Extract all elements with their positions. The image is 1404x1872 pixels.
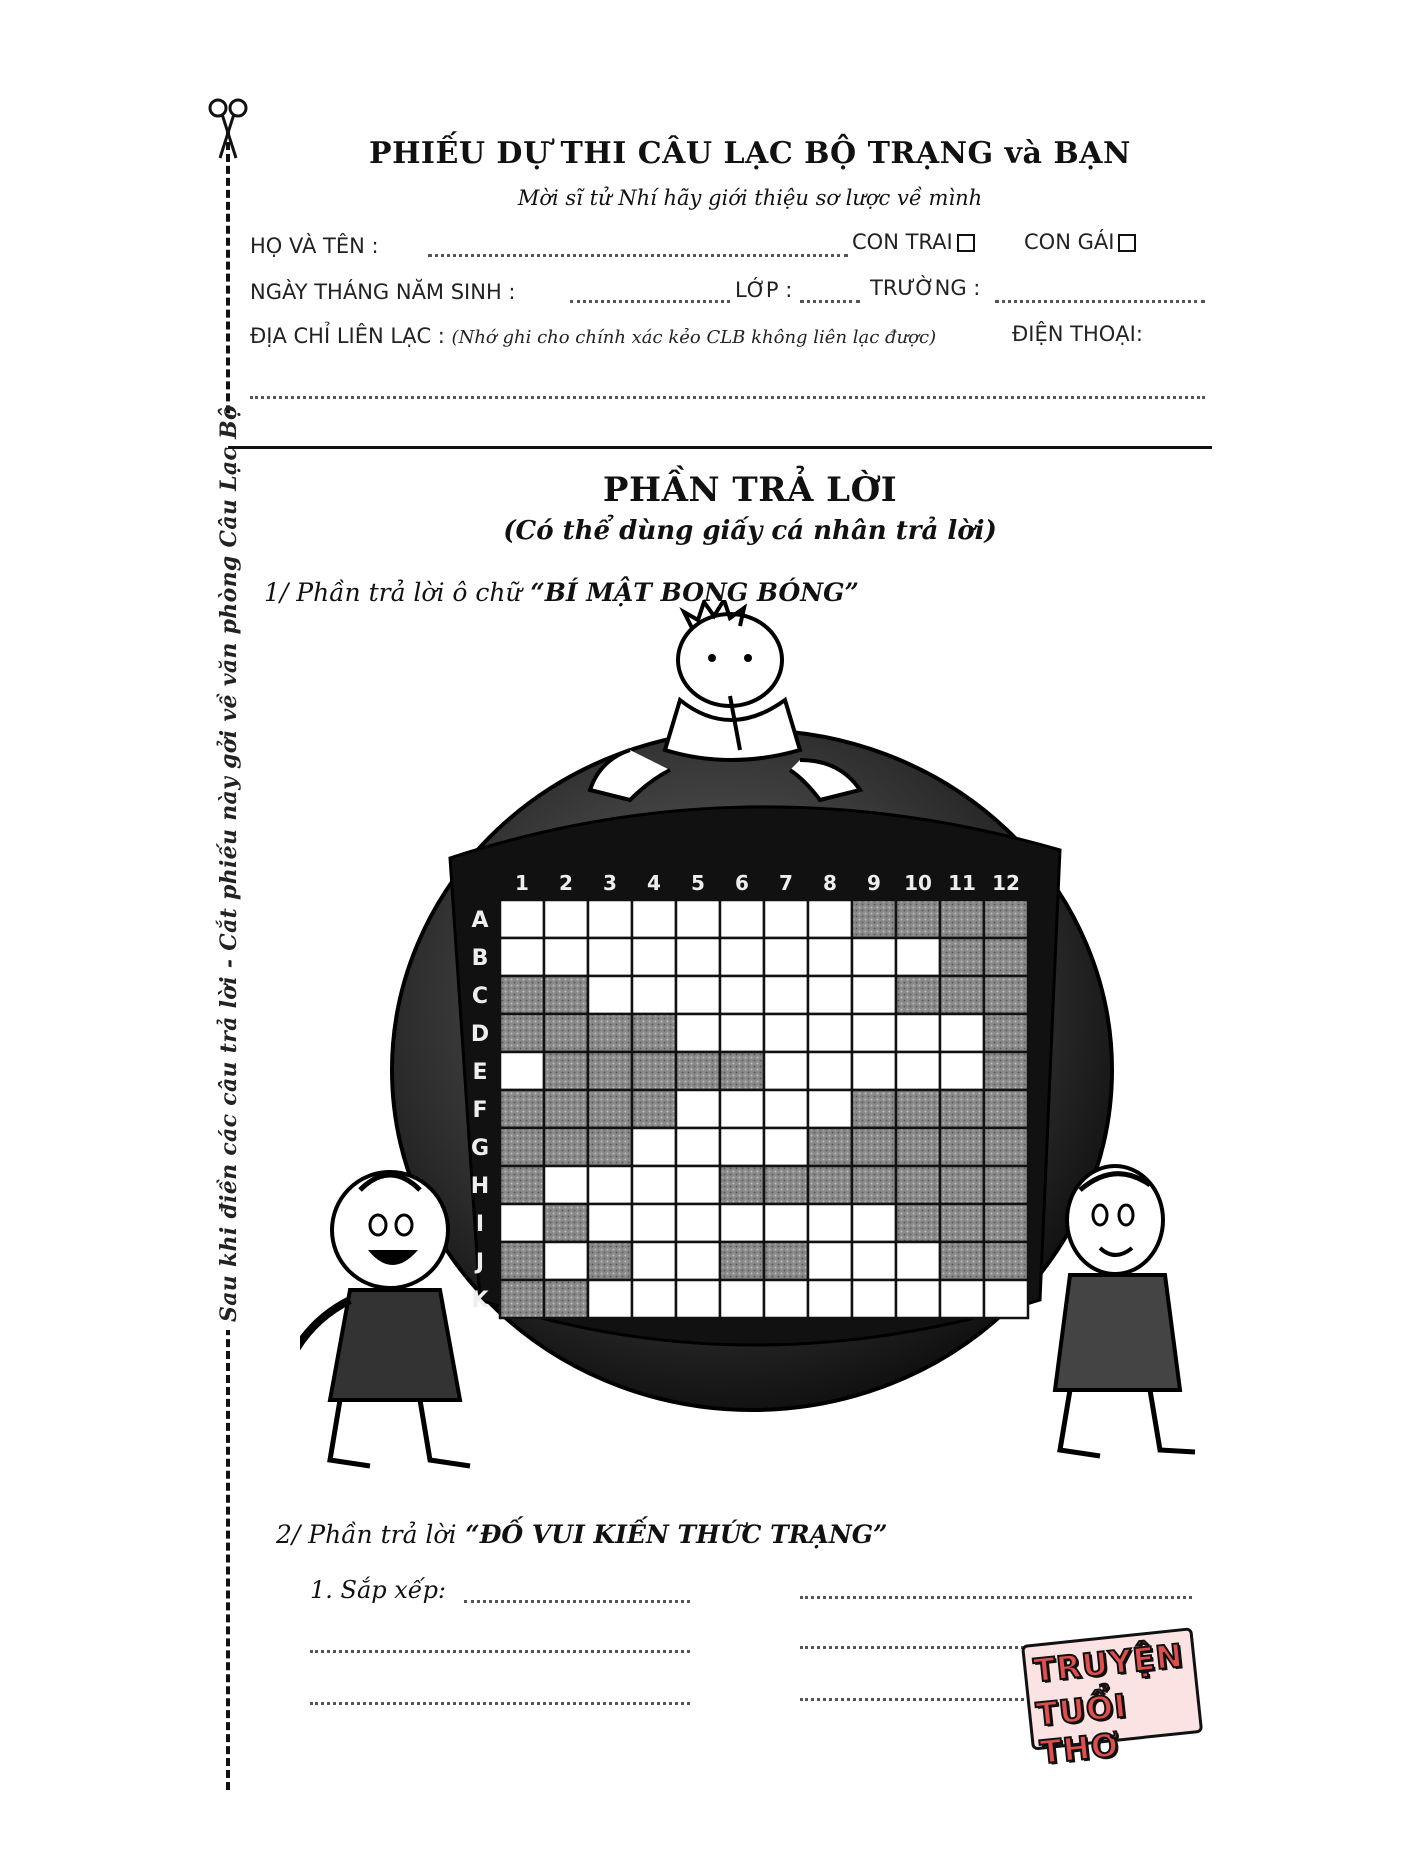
crossword-cell[interactable] bbox=[940, 1128, 984, 1166]
crossword-cell[interactable] bbox=[940, 1204, 984, 1242]
crossword-cell[interactable] bbox=[632, 1128, 676, 1166]
crossword-cell[interactable] bbox=[764, 1242, 808, 1280]
crossword-cell[interactable] bbox=[764, 938, 808, 976]
crossword-cell[interactable] bbox=[808, 976, 852, 1014]
crossword-cell[interactable] bbox=[632, 976, 676, 1014]
question-2-heading bbox=[276, 1520, 888, 1549]
crossword-cell[interactable] bbox=[588, 900, 632, 938]
answer-line[interactable] bbox=[310, 1702, 690, 1705]
crossword-cell[interactable] bbox=[588, 938, 632, 976]
column-number: 9 bbox=[867, 871, 881, 895]
cut-instruction: Sau khi điền các câu trả lời - Cắt phiếu này gởi về văn phòng Câu Lạc Bộ bbox=[216, 414, 242, 1330]
crossword-cell[interactable] bbox=[984, 1128, 1028, 1166]
crossword-cell[interactable] bbox=[896, 1204, 940, 1242]
crossword-cell[interactable] bbox=[984, 1052, 1028, 1090]
crossword-cell[interactable] bbox=[852, 900, 896, 938]
crossword-cell[interactable] bbox=[632, 1204, 676, 1242]
address-row bbox=[250, 324, 936, 348]
crossword-cell[interactable] bbox=[808, 1052, 852, 1090]
crossword-cell[interactable] bbox=[544, 1242, 588, 1280]
phone-label: ĐIỆN THOẠI: bbox=[1012, 322, 1143, 346]
column-number: 5 bbox=[691, 871, 705, 895]
address-field[interactable] bbox=[250, 396, 1205, 399]
logo-line-1: TRUYỆN bbox=[1031, 1636, 1186, 1690]
crossword-cell[interactable] bbox=[676, 1052, 720, 1090]
question-2-prefix: 2/ Phần trả lời bbox=[276, 1520, 457, 1549]
truyen-tuoi-tho-logo bbox=[1021, 1627, 1201, 1772]
crossword-cell[interactable] bbox=[720, 1052, 764, 1090]
crossword-cell[interactable] bbox=[720, 1280, 764, 1318]
crossword-cell[interactable] bbox=[984, 900, 1028, 938]
crossword-cell[interactable] bbox=[940, 1280, 984, 1318]
column-number: 8 bbox=[823, 871, 837, 895]
crossword-cell[interactable] bbox=[588, 1128, 632, 1166]
row-letter: A bbox=[471, 908, 489, 933]
crossword-cell[interactable] bbox=[852, 1014, 896, 1052]
crossword-cell[interactable] bbox=[940, 1166, 984, 1204]
crossword-cell[interactable] bbox=[852, 1280, 896, 1318]
crossword-cell[interactable] bbox=[808, 1090, 852, 1128]
crossword-cell[interactable] bbox=[940, 900, 984, 938]
row-letter: H bbox=[470, 1174, 490, 1199]
row-letter: E bbox=[472, 1060, 488, 1085]
crossword-cell[interactable] bbox=[588, 976, 632, 1014]
column-number: 10 bbox=[904, 871, 932, 895]
question-2-title: “ĐỐ VUI KIẾN THỨC TRẠNG” bbox=[465, 1520, 888, 1549]
crossword-cell[interactable] bbox=[852, 976, 896, 1014]
column-number: 1 bbox=[515, 871, 529, 895]
boy-option[interactable] bbox=[852, 230, 975, 254]
crossword-cell[interactable] bbox=[940, 1052, 984, 1090]
crossword-cell[interactable] bbox=[500, 1280, 544, 1318]
crossword-cell[interactable] bbox=[808, 1280, 852, 1318]
crossword-cell[interactable] bbox=[720, 1166, 764, 1204]
column-number: 12 bbox=[992, 871, 1020, 895]
crossword-cell[interactable] bbox=[984, 938, 1028, 976]
crossword-cell[interactable] bbox=[720, 1128, 764, 1166]
school-label: TRƯỜNG : bbox=[870, 276, 981, 300]
name-label: HỌ VÀ TÊN : bbox=[250, 234, 379, 258]
crossword-cell[interactable] bbox=[588, 1052, 632, 1090]
row-letter: I bbox=[475, 1212, 485, 1237]
crossword-cell[interactable] bbox=[676, 1014, 720, 1052]
crossword-cell[interactable] bbox=[940, 976, 984, 1014]
crossword-cell[interactable] bbox=[984, 1166, 1028, 1204]
row-letter: D bbox=[470, 1022, 490, 1047]
crossword-cell[interactable] bbox=[632, 1014, 676, 1052]
crossword-cell[interactable] bbox=[764, 900, 808, 938]
crossword-cell[interactable] bbox=[852, 1166, 896, 1204]
balloon-crossword-illustration bbox=[300, 600, 1200, 1500]
crossword-cell[interactable] bbox=[808, 1166, 852, 1204]
column-number: 4 bbox=[647, 871, 661, 895]
name-field[interactable] bbox=[428, 254, 848, 257]
answer-line[interactable] bbox=[310, 1650, 690, 1653]
crossword-cell[interactable] bbox=[500, 1166, 544, 1204]
address-label: ĐỊA CHỈ LIÊN LẠC : bbox=[250, 324, 445, 348]
crossword-cell[interactable] bbox=[720, 1242, 764, 1280]
answer-title: PHẦN TRẢ LỜI bbox=[602, 470, 898, 510]
crossword-cell[interactable] bbox=[544, 938, 588, 976]
crossword-cell[interactable] bbox=[940, 1242, 984, 1280]
crossword-cell[interactable] bbox=[896, 1242, 940, 1280]
crossword-cell[interactable] bbox=[632, 1242, 676, 1280]
crossword-cell[interactable] bbox=[588, 1242, 632, 1280]
crossword-cell[interactable] bbox=[852, 1128, 896, 1166]
crossword-cell[interactable] bbox=[544, 900, 588, 938]
crossword-cell[interactable] bbox=[676, 1242, 720, 1280]
school-field[interactable] bbox=[995, 300, 1205, 303]
column-number: 6 bbox=[735, 871, 749, 895]
answer-line[interactable] bbox=[464, 1600, 690, 1603]
crossword-cell[interactable] bbox=[500, 1052, 544, 1090]
column-number: 3 bbox=[603, 871, 617, 895]
crossword-cell[interactable] bbox=[720, 976, 764, 1014]
crossword-cell[interactable] bbox=[940, 938, 984, 976]
crossword-cell[interactable] bbox=[764, 1166, 808, 1204]
crossword-cell[interactable] bbox=[676, 1128, 720, 1166]
crossword-cell[interactable] bbox=[544, 1128, 588, 1166]
crossword-cell[interactable] bbox=[544, 1090, 588, 1128]
crossword-cell[interactable] bbox=[632, 1166, 676, 1204]
girl-option[interactable] bbox=[1024, 230, 1136, 254]
crossword-cell[interactable] bbox=[808, 1204, 852, 1242]
crossword-cell[interactable] bbox=[720, 938, 764, 976]
crossword-cell[interactable] bbox=[544, 1204, 588, 1242]
row-letter: B bbox=[471, 946, 489, 971]
crossword-cell[interactable] bbox=[896, 938, 940, 976]
crossword-cell[interactable] bbox=[544, 976, 588, 1014]
question-1-prefix: 1/ Phần trả lời ô chữ bbox=[264, 578, 522, 607]
crossword-cell[interactable] bbox=[896, 1052, 940, 1090]
crossword-cell[interactable] bbox=[896, 1014, 940, 1052]
crossword-cell[interactable] bbox=[720, 1204, 764, 1242]
girl-checkbox[interactable] bbox=[1118, 234, 1136, 252]
crossword-cell[interactable] bbox=[544, 1166, 588, 1204]
crossword-cell[interactable] bbox=[764, 1090, 808, 1128]
crossword-cell[interactable] bbox=[632, 938, 676, 976]
crossword-cell[interactable] bbox=[984, 1204, 1028, 1242]
crossword-cell[interactable] bbox=[676, 1166, 720, 1204]
crossword-cell[interactable] bbox=[852, 1090, 896, 1128]
crossword-cell[interactable] bbox=[896, 1090, 940, 1128]
crossword-cell[interactable] bbox=[588, 1090, 632, 1128]
crossword-cell[interactable] bbox=[720, 1014, 764, 1052]
crossword-cell[interactable] bbox=[500, 900, 544, 938]
row-letter: J bbox=[475, 1250, 485, 1275]
crossword-cell[interactable] bbox=[500, 1128, 544, 1166]
crossword-cell[interactable] bbox=[500, 976, 544, 1014]
boy-right bbox=[1055, 1166, 1195, 1456]
crossword-cell[interactable] bbox=[720, 900, 764, 938]
crossword-cell[interactable] bbox=[852, 938, 896, 976]
scissors-icon bbox=[206, 96, 250, 160]
crossword-cell[interactable] bbox=[984, 1090, 1028, 1128]
crossword-cell[interactable] bbox=[764, 1014, 808, 1052]
row-letter: K bbox=[471, 1288, 489, 1313]
row-letter: G bbox=[470, 1136, 490, 1161]
crossword-cell[interactable] bbox=[676, 976, 720, 1014]
crossword-cell[interactable] bbox=[808, 1014, 852, 1052]
girl-label: CON GÁI bbox=[1024, 230, 1115, 254]
crossword-cell[interactable] bbox=[984, 1014, 1028, 1052]
crossword-cell[interactable] bbox=[676, 938, 720, 976]
crossword-cell[interactable] bbox=[896, 976, 940, 1014]
answer-subtitle: (Có thể dùng giấy cá nhân trả lời) bbox=[503, 516, 997, 546]
crossword-cell[interactable] bbox=[984, 1242, 1028, 1280]
column-number: 11 bbox=[948, 871, 976, 895]
crossword-cell[interactable] bbox=[896, 1166, 940, 1204]
crossword-cell[interactable] bbox=[852, 1204, 896, 1242]
crossword-cell[interactable] bbox=[940, 1014, 984, 1052]
boy-label: CON TRAI bbox=[852, 230, 953, 254]
crossword-cell[interactable] bbox=[984, 976, 1028, 1014]
crossword-cell[interactable] bbox=[720, 1090, 764, 1128]
form-subtitle: Mời sĩ tử Nhí hãy giới thiệu sơ lược về mình bbox=[517, 186, 983, 210]
crossword-cell[interactable] bbox=[588, 1204, 632, 1242]
crossword-cell[interactable] bbox=[676, 1204, 720, 1242]
answer-line[interactable] bbox=[800, 1596, 1192, 1599]
crossword-cell[interactable] bbox=[896, 1128, 940, 1166]
crossword-cell[interactable] bbox=[808, 938, 852, 976]
crossword-cell[interactable] bbox=[544, 1014, 588, 1052]
crossword-cell[interactable] bbox=[500, 1014, 544, 1052]
crossword-cell[interactable] bbox=[676, 1090, 720, 1128]
crossword-cell[interactable] bbox=[764, 1280, 808, 1318]
crossword-cell[interactable] bbox=[632, 1090, 676, 1128]
crossword-cell[interactable] bbox=[808, 1128, 852, 1166]
crossword-cell[interactable] bbox=[896, 1280, 940, 1318]
address-note: (Nhớ ghi cho chính xác kẻo CLB không liên lạc được) bbox=[451, 327, 937, 348]
form-title: PHIẾU DỰ THI CÂU LẠC BỘ TRẠNG và BẠN bbox=[369, 136, 1131, 171]
crossword-cell[interactable] bbox=[676, 900, 720, 938]
crossword-cell[interactable] bbox=[632, 900, 676, 938]
crossword-cell[interactable] bbox=[764, 1204, 808, 1242]
logo-line-2: TUỔI THƠ bbox=[1034, 1686, 1129, 1772]
crossword-cell[interactable] bbox=[940, 1090, 984, 1128]
crossword-cell[interactable] bbox=[632, 1052, 676, 1090]
column-number: 7 bbox=[779, 871, 793, 895]
crossword-cell[interactable] bbox=[500, 938, 544, 976]
dob-label: NGÀY THÁNG NĂM SINH : bbox=[250, 280, 516, 304]
class-label: LỚP : bbox=[735, 278, 793, 302]
crossword-cell[interactable] bbox=[544, 1052, 588, 1090]
crossword-cell[interactable] bbox=[544, 1280, 588, 1318]
crossword-cell[interactable] bbox=[500, 1242, 544, 1280]
row-letter: C bbox=[471, 984, 489, 1009]
crossword-cell[interactable] bbox=[984, 1280, 1028, 1318]
section-divider bbox=[228, 446, 1212, 449]
boy-checkbox[interactable] bbox=[957, 234, 975, 252]
crossword-cell[interactable] bbox=[896, 900, 940, 938]
class-field[interactable] bbox=[800, 300, 860, 303]
crossword-cell[interactable] bbox=[588, 1280, 632, 1318]
crossword-cell[interactable] bbox=[588, 1014, 632, 1052]
crossword-cell[interactable] bbox=[588, 1166, 632, 1204]
crossword-cell[interactable] bbox=[500, 1204, 544, 1242]
crossword-grid bbox=[500, 900, 1028, 1318]
crossword-cell[interactable] bbox=[764, 976, 808, 1014]
crossword-cell[interactable] bbox=[676, 1280, 720, 1318]
crossword-cell[interactable] bbox=[808, 900, 852, 938]
row-letter: F bbox=[472, 1098, 488, 1123]
crossword-cell[interactable] bbox=[852, 1242, 896, 1280]
question-1-title: “BÍ MẬT BONG BÓNG” bbox=[530, 578, 859, 607]
column-number: 2 bbox=[559, 871, 573, 895]
crossword-cell[interactable] bbox=[632, 1280, 676, 1318]
dob-field[interactable] bbox=[570, 300, 730, 303]
boy-left bbox=[300, 1172, 470, 1466]
crossword-cell[interactable] bbox=[808, 1242, 852, 1280]
crossword-cell[interactable] bbox=[764, 1052, 808, 1090]
answer-item-1-label: 1. Sắp xếp: bbox=[310, 1576, 447, 1604]
crossword-cell[interactable] bbox=[852, 1052, 896, 1090]
crossword-cell[interactable] bbox=[764, 1128, 808, 1166]
crossword-cell[interactable] bbox=[500, 1090, 544, 1128]
